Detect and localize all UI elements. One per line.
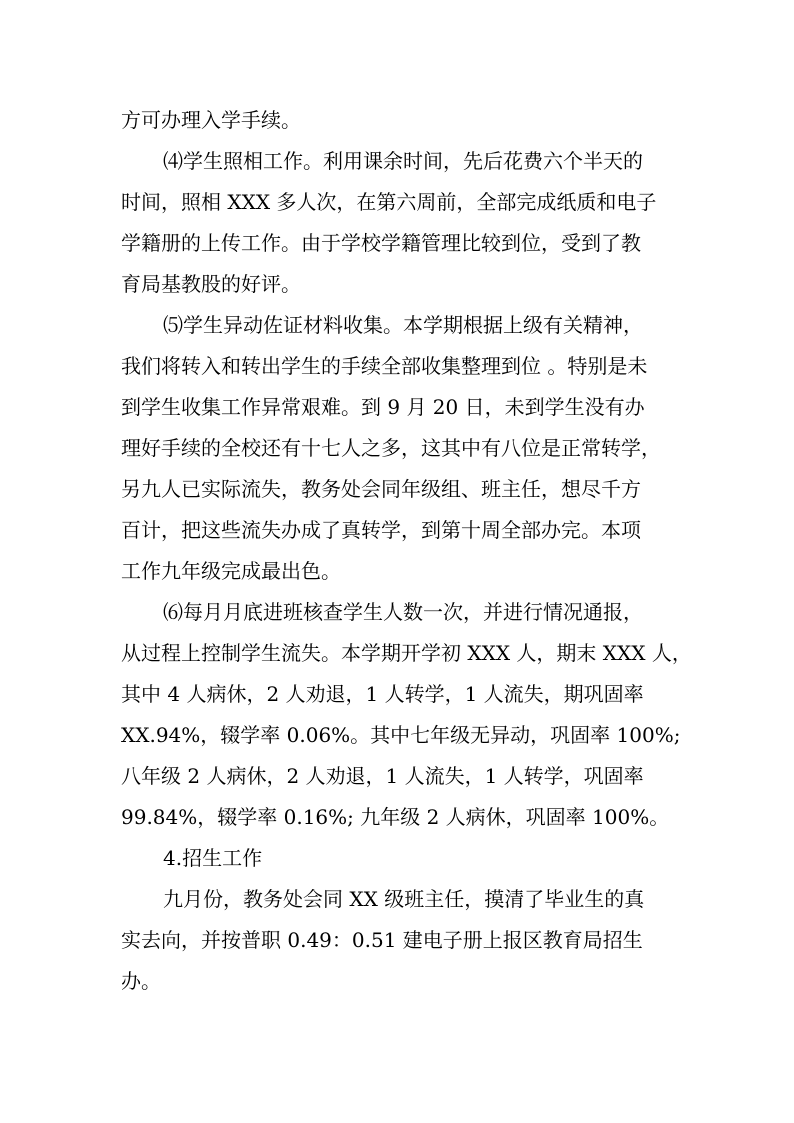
- text-line: 理好手续的全校还有十七人之多，这其中有八位是正常转学，: [121, 436, 661, 460]
- text-line: 其中 4 人病休，2 人劝退，1 人转学，1 人流失，期巩固率: [121, 682, 644, 706]
- text-line: ⑹每月月底进班核查学生人数一次，并进行情况通报，: [163, 600, 643, 624]
- text-line: 工作九年级完成最出色。: [121, 559, 341, 583]
- text-line: 育局基教股的好评。: [121, 272, 301, 296]
- text-line: 99.84%，辍学率 0.16%; 九年级 2 人病休，巩固率 100%。: [121, 805, 670, 829]
- text-line: ⑸学生异动佐证材料收集。本学期根据上级有关精神，: [163, 313, 643, 337]
- section-heading: 4.招生工作: [163, 846, 263, 870]
- text-line: 学籍册的上传工作。由于学校学籍管理比较到位，受到了教: [121, 231, 641, 255]
- text-line: 八年级 2 人病休，2 人劝退，1 人流失，1 人转学，巩固率: [121, 764, 644, 788]
- text-line: 时间，照相 XXX 多人次，在第六周前，全部完成纸质和电子: [121, 190, 657, 214]
- text-line: 实去向，并按普职 0.49：0.51 建电子册上报区教育局招生: [121, 928, 643, 952]
- text-line: 到学生收集工作异常艰难。到 9 月 20 日，未到学生没有办: [121, 395, 645, 419]
- text-line: 办。: [121, 969, 161, 993]
- text-line: ⑷学生照相工作。利用课余时间，先后花费六个半天的: [163, 149, 643, 173]
- text-line: 方可办理入学手续。: [121, 108, 301, 132]
- text-line: 我们将转入和转出学生的手续全部收集整理到位 。特别是未: [121, 354, 648, 378]
- text-line: 从过程上控制学生流失。本学期开学初 XXX 人，期末 XXX 人，: [121, 641, 692, 665]
- text-line: 九月份，教务处会同 XX 级班主任，摸清了毕业生的真: [163, 887, 645, 911]
- text-line: 百计，把这些流失办成了真转学，到第十周全部办完。本项: [121, 518, 641, 542]
- text-line: XX.94%，辍学率 0.06%。其中七年级无异动，巩固率 100%;: [121, 723, 681, 747]
- text-line: 另九人已实际流失，教务处会同年级组、班主任，想尽千方: [121, 477, 641, 501]
